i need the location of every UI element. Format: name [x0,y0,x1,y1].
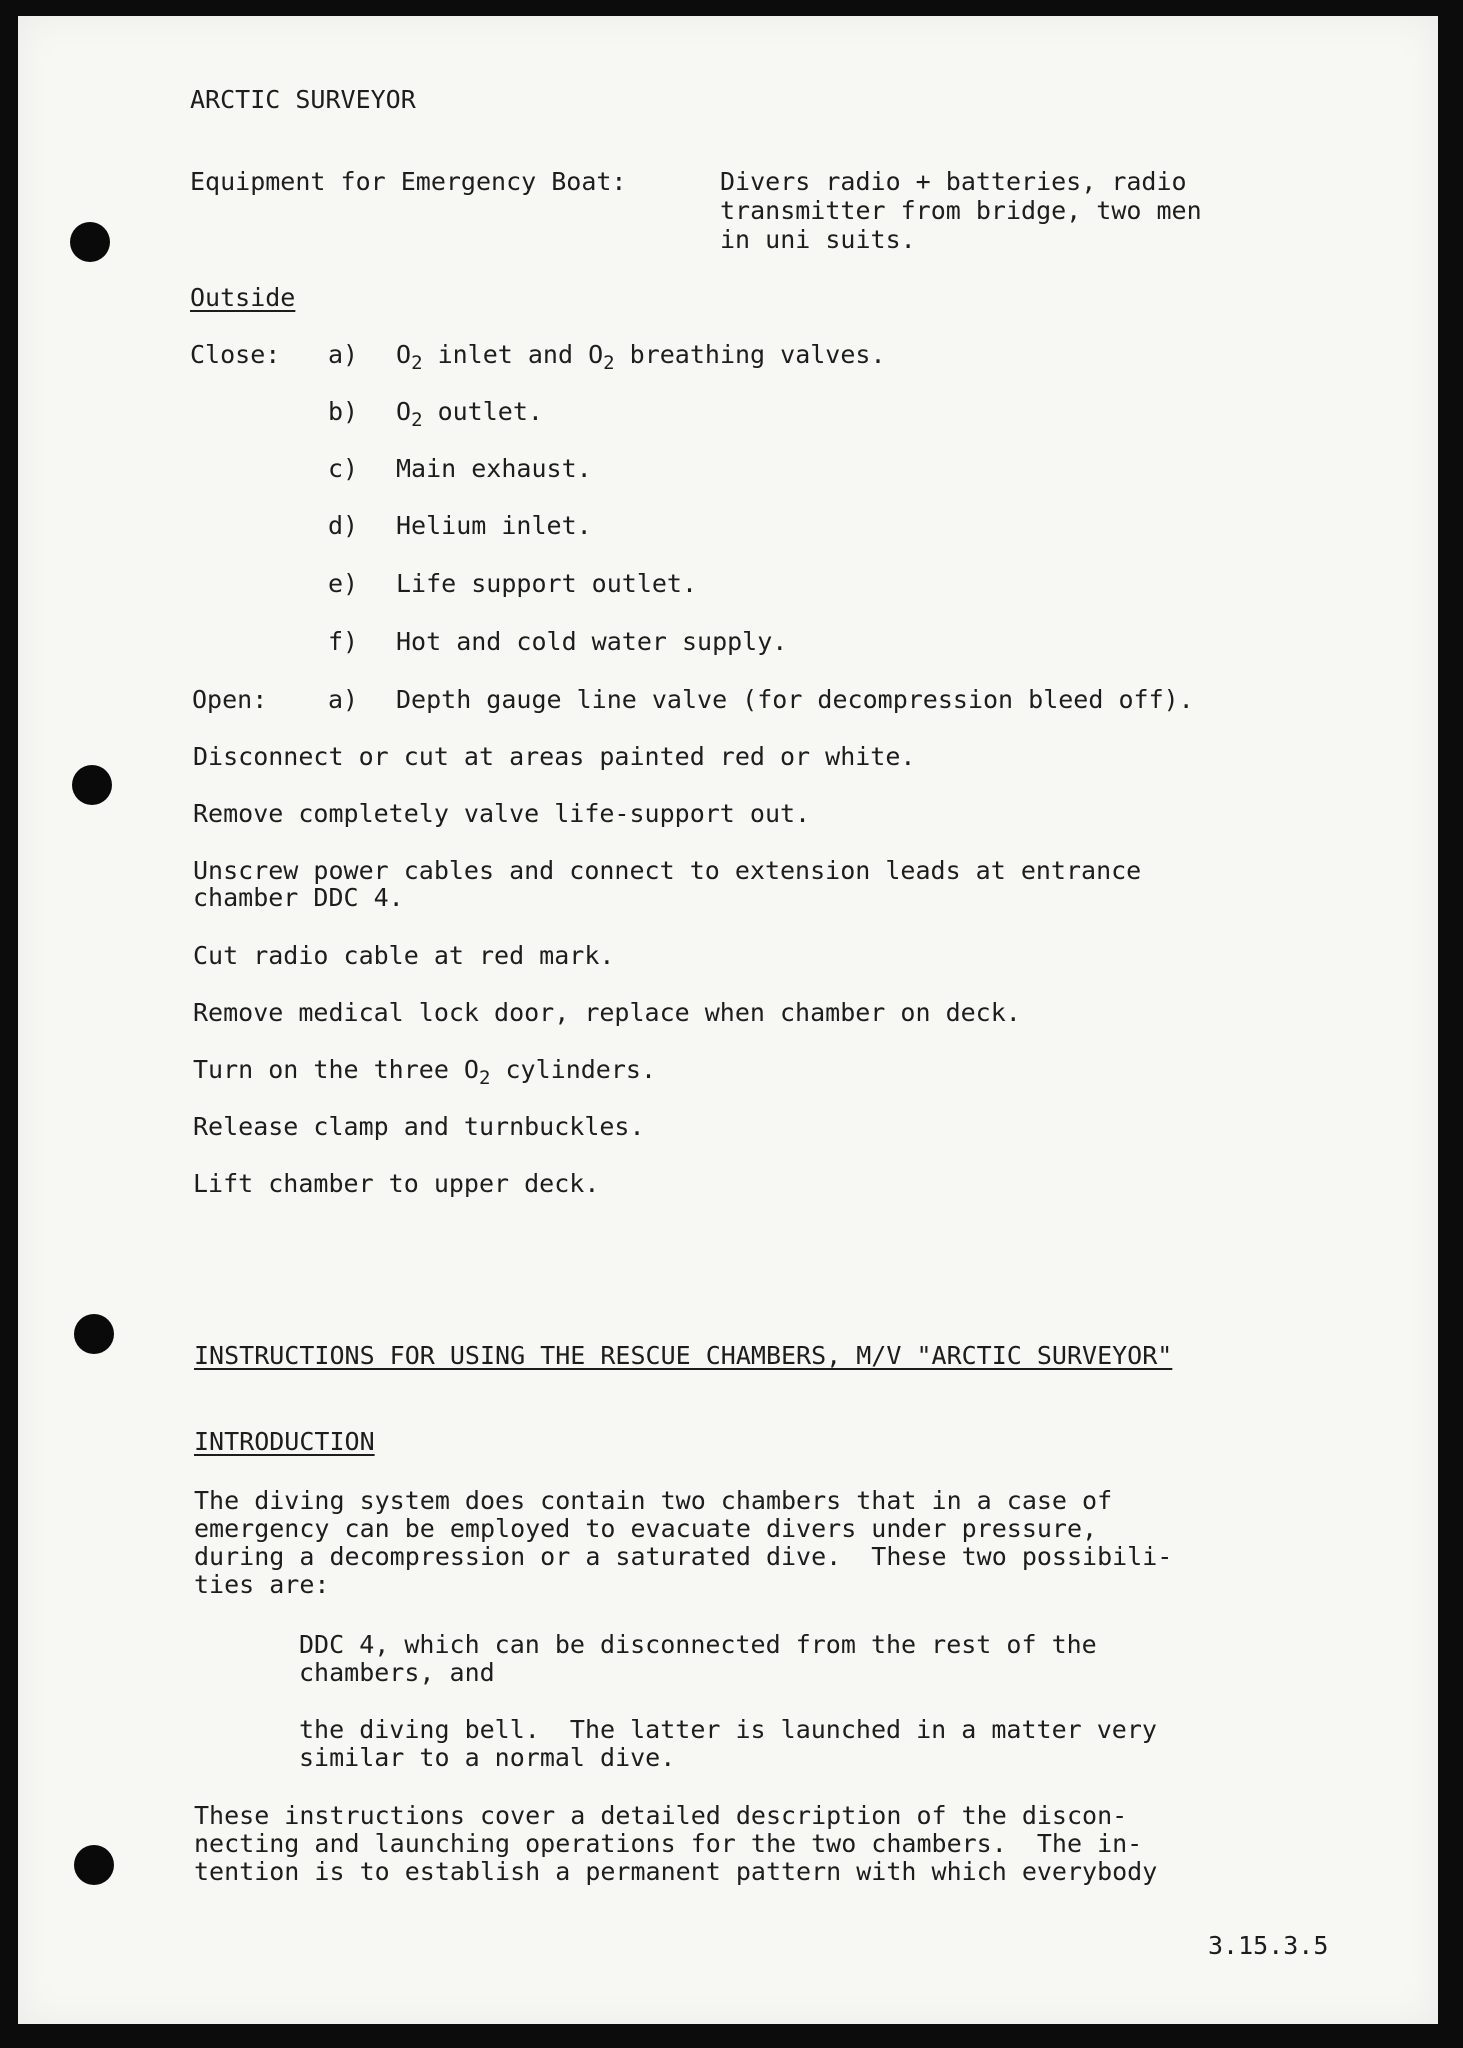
step-text: Release clamp and turnbuckles. [193,1112,645,1141]
option-line: the diving bell. The latter is launched in a matter very [299,1715,1157,1744]
close-item-letter: c) [328,454,359,483]
close-item-letter: d) [328,511,359,540]
option-line: DDC 4, which can be disconnected from the rest of the [299,1630,1097,1659]
page-title: ARCTIC SURVEYOR [190,85,416,114]
close-item-text: Hot and cold water supply. [396,627,788,656]
step-text: chamber DDC 4. [193,883,404,912]
close-item-text: Main exhaust. [396,454,592,483]
close-item-letter: b) [328,397,359,426]
outside-heading: Outside [190,283,296,312]
intro-line: emergency can be employed to evacuate divers under pressure, [194,1514,1098,1543]
step-text: Disconnect or cut at areas painted red or white. [193,742,916,771]
cover-line: These instructions cover a detailed description of the discon- [194,1801,1128,1830]
step-text: Lift chamber to upper deck. [193,1169,600,1198]
close-item-text: $O_2$ inlet and $O_2$ breathing valves. [396,340,886,374]
close-item-text: $O_2$ outlet. [396,397,543,431]
step-text: Unscrew power cables and connect to extension leads at entrance [193,856,1142,885]
equipment-line: transmitter from bridge, two men [720,196,1202,225]
cover-line: tention is to establish a permanent pattern with which everybody [194,1857,1158,1886]
close-label: Close: [190,340,281,369]
intro-line: ties are: [194,1570,330,1599]
instructions-heading: INSTRUCTIONS FOR USING THE RESCUE CHAMBERS, M/V "ARCTIC SURVEYOR" [194,1341,1173,1370]
intro-line: The diving system does contain two chambers that in a case of [194,1486,1113,1515]
step-text: Remove completely valve life-support out. [193,799,811,828]
equipment-line: in uni suits. [720,225,916,254]
page-number: 3.15.3.5 [1208,1931,1329,1960]
step-text: Turn on the three $O_2$ cylinders. [193,1055,657,1089]
close-item-letter: f) [328,627,359,656]
close-item-text: Life support outlet. [396,569,698,598]
introduction-heading: INTRODUCTION [194,1427,375,1456]
close-item-letter: a) [328,340,359,369]
cover-line: necting and launching operations for the two chambers. The in- [194,1829,1143,1858]
step-text: Cut radio cable at red mark. [193,941,615,970]
equipment-line: Divers radio + batteries, radio [720,167,1187,196]
open-item-text: Depth gauge line valve (for decompression bleed off). [396,685,1194,714]
equipment-label: Equipment for Emergency Boat: [190,167,627,196]
open-label: Open: [192,685,268,714]
intro-line: during a decompression or a saturated dive. These two possibili- [194,1542,1173,1571]
close-item-text: Helium inlet. [396,511,592,540]
step-text: Remove medical lock door, replace when chamber on deck. [193,998,1021,1027]
option-line: similar to a normal dive. [299,1743,676,1772]
close-item-letter: e) [328,569,359,598]
option-line: chambers, and [299,1658,495,1687]
open-item-letter: a) [328,685,359,714]
